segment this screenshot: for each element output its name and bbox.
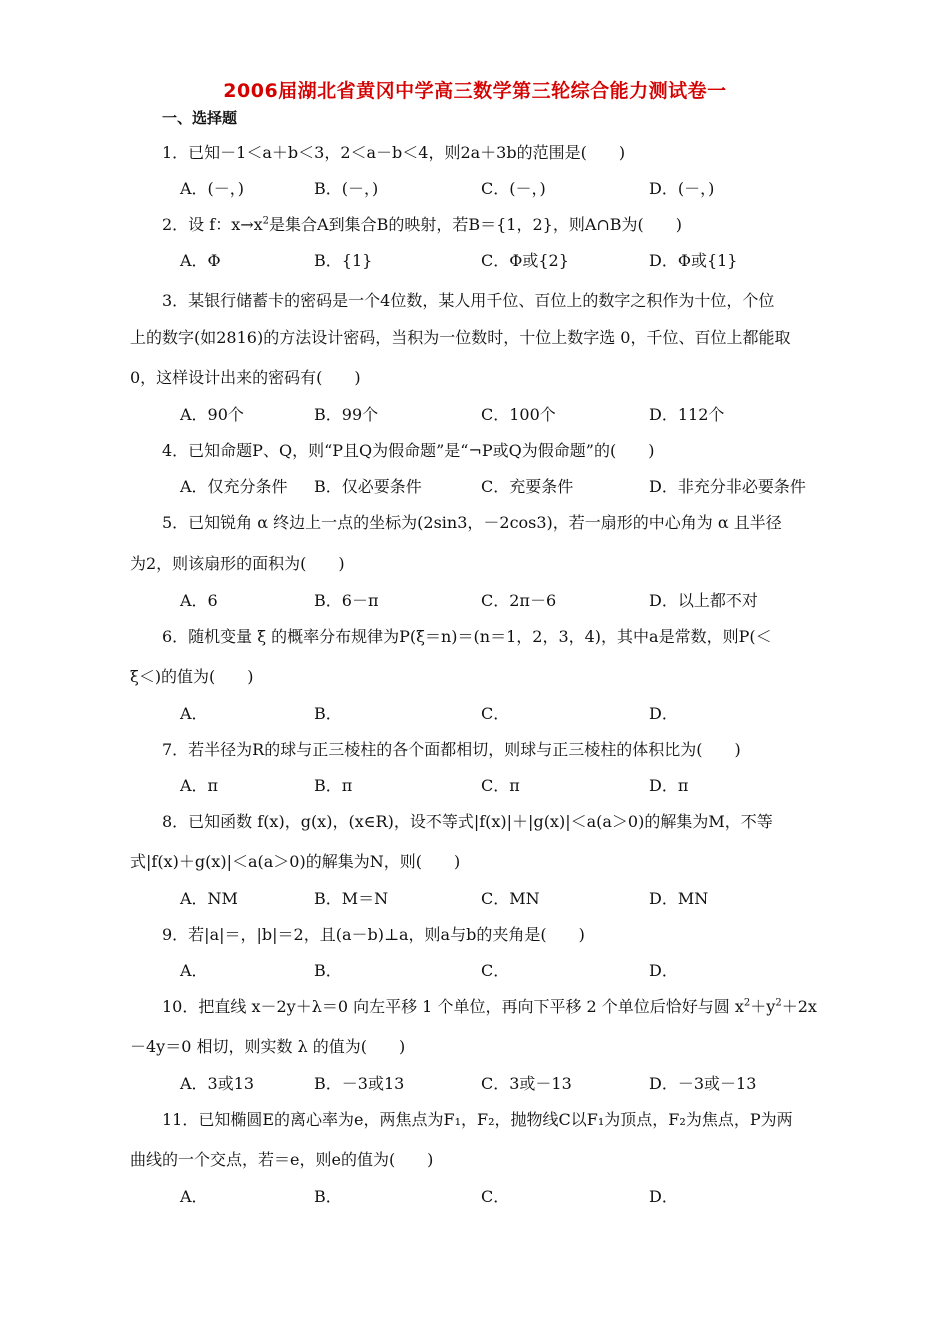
question-3-line-2: 上的数字(如2816)的方法设计密码，当积为一位数时，十位上数字选 0，千位、百位上都能取: [130, 328, 791, 347]
question-2-options: [180, 250, 820, 272]
option-b: B．仅必要条件: [314, 477, 422, 496]
question-6-options: [180, 703, 820, 725]
option-c: C．3或－13: [481, 1074, 572, 1093]
option-a: A．仅充分条件: [180, 477, 288, 496]
option-c: C．充要条件: [481, 477, 574, 496]
option-c: C．2π－6: [481, 591, 557, 610]
question-10-stem-part: ＋2x: [781, 997, 817, 1016]
option-c: C．π: [481, 776, 520, 795]
option-a: A．: [180, 1187, 208, 1206]
question-5-line-2: 为2，则该扇形的面积为( ): [130, 554, 345, 573]
option-a: A．π: [180, 776, 219, 795]
option-d: D．以上都不对: [649, 591, 758, 610]
question-11-options: [180, 1186, 820, 1208]
option-c: C．: [481, 961, 510, 980]
question-7-stem: 7．若半径为R的球与正三棱柱的各个面都相切，则球与正三棱柱的体积比为( ): [162, 740, 741, 759]
question-2-stem-part: 是集合A到集合B的映射，若B＝{1，2}，则A∩B为( ): [269, 215, 683, 234]
option-b: B．{1}: [314, 251, 373, 270]
question-6-line-2: ξ＜)的值为( ): [130, 667, 254, 686]
option-b: B．: [314, 961, 342, 980]
question-10-stem-part: ＋y: [750, 997, 776, 1016]
option-d: D．－3或－13: [649, 1074, 757, 1093]
option-b: B．: [314, 1187, 342, 1206]
question-9-options: [180, 960, 820, 982]
question-1-options: [180, 178, 820, 200]
option-d: D．π: [649, 776, 689, 795]
option-c: C．: [481, 704, 510, 723]
question-3-line-1: 3．某银行储蓄卡的密码是一个4位数，某人用千位、百位上的数字之积作为十位，个位: [162, 291, 775, 310]
question-10-stem-part: 10．把直线 x－2y＋λ＝0 向左平移 1 个单位，再向下平移 2 个单位后恰好与圆 x: [162, 997, 744, 1016]
section-heading: 一、选择题: [162, 109, 238, 127]
option-d: D．: [649, 704, 678, 723]
option-a: A．90个: [180, 405, 244, 424]
page-title: 2006届湖北省黄冈中学高三数学第三轮综合能力测试卷一: [223, 80, 727, 102]
question-3-options: [180, 404, 820, 426]
option-a: A．(－，): [180, 179, 245, 198]
option-a: A．: [180, 961, 208, 980]
question-8-line-2: 式|f(x)＋g(x)|＜a(a＞0)的解集为N，则( ): [130, 852, 461, 871]
option-c: C．(－，): [481, 179, 546, 198]
question-11-line-2: 曲线的一个交点，若＝e，则e的值为( ): [130, 1150, 434, 1169]
option-c: C．: [481, 1187, 510, 1206]
superscript: 2: [743, 997, 751, 1009]
option-c: C．Φ或{2}: [481, 251, 569, 270]
option-a: A．Φ: [180, 251, 221, 270]
option-d: D．非充分非必要条件: [649, 477, 806, 496]
question-10-options: [180, 1073, 820, 1095]
question-10-line-2: －4y＝0 相切，则实数 λ 的值为( ): [130, 1037, 406, 1056]
option-b: B．: [314, 704, 342, 723]
superscript: 2: [262, 215, 270, 227]
option-c: C．100个: [481, 405, 556, 424]
option-d: D．: [649, 961, 678, 980]
option-a: A．NM: [180, 889, 238, 908]
question-3-line-3: 0，这样设计出来的密码有( ): [130, 368, 361, 387]
question-6-line-1: 6．随机变量 ξ 的概率分布规律为P(ξ＝n)＝(n＝1，2，3，4)，其中a是常数，则P(＜: [162, 627, 772, 646]
option-d: D．(－，): [649, 179, 715, 198]
option-d: D．Φ或{1}: [649, 251, 738, 270]
option-a: A．3或13: [180, 1074, 255, 1093]
question-2-stem-part: 2．设 f：x→x: [162, 215, 263, 234]
option-a: A．: [180, 704, 208, 723]
question-2-stem: [162, 214, 682, 236]
option-d: D．112个: [649, 405, 725, 424]
question-7-options: [180, 775, 820, 797]
question-8-options: [180, 888, 820, 910]
option-b: B．M＝N: [314, 889, 389, 908]
option-d: D．MN: [649, 889, 709, 908]
option-d: D．: [649, 1187, 678, 1206]
option-b: B．(－，): [314, 179, 379, 198]
question-11-line-1: 11．已知椭圆E的离心率为e，两焦点为F₁，F₂，抛物线C以F₁为顶点，F₂为焦点，P为两: [162, 1110, 793, 1129]
question-5-line-1: 5．已知锐角 α 终边上一点的坐标为(2sin3，－2cos3)，若一扇形的中心角为 α 且半径: [162, 513, 782, 532]
question-9-stem: 9．若|a|＝，|b|＝2，且(a－b)⊥a，则a与b的夹角是( ): [162, 925, 585, 944]
question-8-line-1: 8．已知函数 f(x)，g(x)，(x∈R)，设不等式|f(x)|＋|g(x)|＜a(a＞0)的解集为M，不等: [162, 812, 773, 831]
question-1-stem: 1．已知－1＜a＋b＜3，2＜a－b＜4，则2a＋3b的范围是( ): [162, 143, 626, 162]
option-b: B．π: [314, 776, 353, 795]
question-5-options: [180, 590, 820, 612]
question-10-line-1: [162, 996, 817, 1018]
superscript: 2: [775, 997, 782, 1009]
option-a: A．6: [180, 591, 218, 610]
option-b: B．99个: [314, 405, 379, 424]
option-c: C．MN: [481, 889, 540, 908]
question-4-stem: 4．已知命题P、Q，则“P且Q为假命题”是“¬P或Q为假命题”的( ): [162, 441, 655, 460]
question-4-options: [180, 476, 820, 498]
option-b: B．－3或13: [314, 1074, 405, 1093]
option-b: B．6－π: [314, 591, 379, 610]
